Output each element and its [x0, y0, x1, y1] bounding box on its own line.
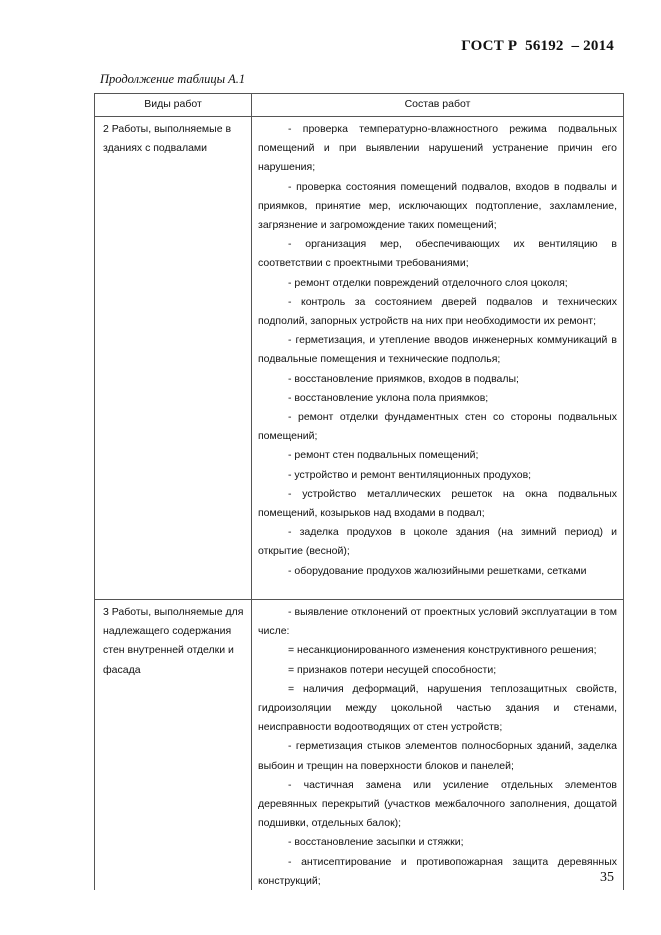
list-item: - проверка состояния помещений подвалов, входов в подвалы и приямков, принятие мер, исключающих подтопление, захламление, загрязнение и загромождение таких помещений; — [258, 180, 617, 232]
work-composition-cell — [252, 117, 623, 599]
list-item: = наличия деформаций, нарушения теплозащитных свойств, гидроизоляции между цокольной частью здания и стенами, неисправности водоотводящих от стен устройств; — [258, 682, 617, 734]
list-item: - восстановление засыпки и стяжки; — [288, 836, 464, 849]
work-composition-cell — [252, 600, 623, 890]
list-item: - ремонт стен подвальных помещений; — [288, 449, 479, 462]
list-item: - устройство металлических решеток на окна подвальных помещений, козырьков над входами в подвал; — [258, 487, 617, 520]
list-item: = признаков потери несущей способности; — [288, 663, 497, 676]
header-work-types: Виды работ — [95, 94, 252, 116]
list-item: - ремонт отделки повреждений отделочного слоя цоколя; — [288, 276, 568, 289]
table-header-row — [95, 94, 623, 117]
list-item: - антисептирование и противопожарная защита деревянных конструкций; — [258, 855, 617, 887]
list-item: - восстановление приямков, входов в подвалы; — [288, 372, 519, 385]
list-item: - контроль за состоянием дверей подвалов и технических подполий, запорных устройств на них при необходимости их ремонт; — [258, 295, 617, 328]
list-item: = несанкционированного изменения конструктивного решения; — [288, 644, 597, 657]
list-item: - проверка температурно-влажностного режима подвальных помещений и при выявлении нарушений устранение причин его нарушения; — [258, 123, 617, 174]
list-item: - выявление отклонений от проектных условий эксплуатации в том числе: — [258, 606, 617, 638]
work-type-cell: 2 Работы, выполняемые в зданиях с подвалами — [95, 117, 252, 599]
list-item: - заделка продухов в цоколе здания (на зимний период) и открытие (весной); — [258, 526, 617, 558]
list-item: - восстановление уклона пола приямков; — [288, 391, 489, 404]
list-item: - оборудование продухов жалюзийными решетками, сетками — [288, 564, 587, 577]
list-item: - устройство и ремонт вентиляционных продухов; — [288, 468, 532, 481]
list-item: - организация мер, обеспечивающих их вентиляцию в соответствии с проектными требованиями; — [258, 238, 617, 270]
table-row — [95, 117, 623, 600]
header-work-composition: Состав работ — [404, 98, 471, 110]
list-item: - герметизация стыков элементов полносборных зданий, заделка выбоин и трещин на поверхности блоков и панелей; — [258, 740, 617, 772]
table-row — [95, 600, 623, 890]
page-number: 35 — [600, 870, 614, 885]
list-item: - частичная замена или усиление отдельных элементов деревянных перекрытий (участков межбалочного заполнения, дощатой подшивки, отдельных балок); — [258, 778, 617, 830]
standard-designation: ГОСТ Р 56192 – 2014 — [461, 38, 614, 54]
works-table — [94, 93, 624, 890]
work-type-cell: 3 Работы, выполняемые для надлежащего содержания стен внутренней отделки и фасада — [95, 600, 252, 890]
list-item: - ремонт отделки фундаментных стен со стороны подвальных помещений; — [258, 411, 617, 443]
table-caption: Продолжение таблицы А.1 — [100, 72, 246, 86]
list-item: - герметизация, и утепление вводов инженерных коммуникаций в подвальные помещения и технические подполья; — [258, 334, 617, 366]
